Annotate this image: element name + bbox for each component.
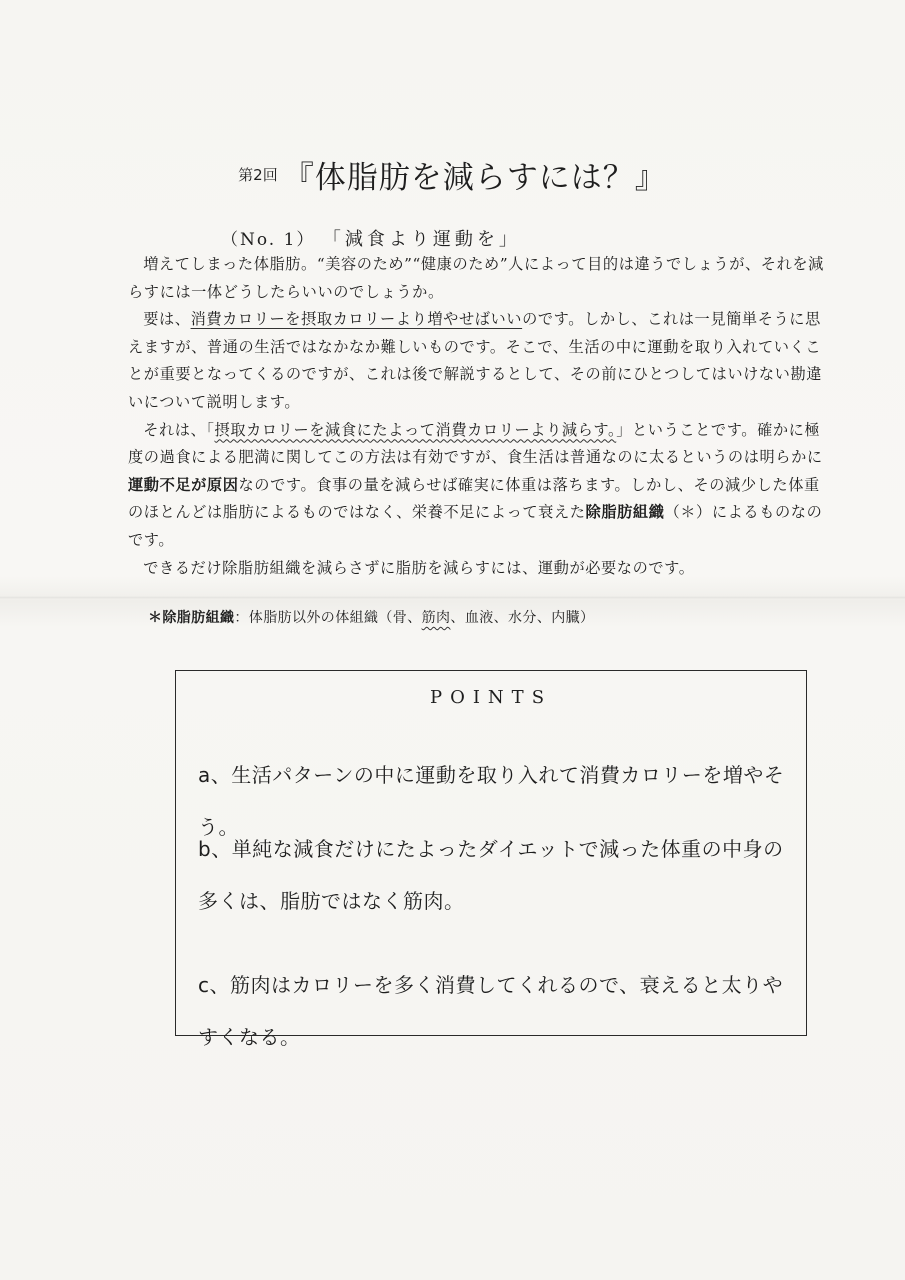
subtitle-heading: 「減食より運動を」 [322,229,521,250]
point-a: a、生活パターンの中に運動を取り入れて消費カロリーを増やそう。 [198,763,785,839]
title-round: 第2回 [238,166,278,184]
subtitle-number: （No. 1） [221,230,316,250]
footnote-label: ＊除脂肪組織 [148,610,235,626]
p3-post: （＊）によるものなのです。 [128,503,823,549]
fold-line [0,596,905,599]
footnote-wavy: 筋肉 [421,610,451,626]
p2-key-phrase: 消費カロリーを摂取カロリーより増やせばいい [190,310,523,329]
section-subtitle [221,225,521,251]
title-main: 『体脂肪を減らすには？』 [282,160,667,196]
footnote [148,607,594,627]
p2-post: のです。しかし、これは一見簡単そうに思えますが、普通の生活ではなかなか難しいものです。そこで、生活の中に運動を取り入れていくことが重要となってくるのですが、これは後で解説するとして、その前にひとつしてはいけない勘違いについて説明します。 [128,310,823,411]
p3-key-phrase: 摂取カロリーを減食にたよって消費カロリーより減らす。 [214,420,617,439]
paragraph-3 [128,417,828,555]
paragraph-2 [128,306,828,416]
page-title [0,152,905,197]
point-c: c、筋肉はカロリーを多く消費してくれるので、衰えると太りやすくなる。 [198,973,784,1049]
p3-mid1: 」ということです。確かに極度の過食による肥満に関してこの方法は有効ですが、食生活は普通なのに太るというのは明らかに [128,420,823,467]
point-b: b、単純な減食だけにたよったダイエットで減った体重の中身の多くは、脂肪ではなく筋肉。 [198,837,784,913]
points-box [175,670,807,1049]
p3-pre: それは、「 [143,420,215,439]
points-heading: POINTS [429,687,553,708]
body-text [128,251,828,582]
footnote-pre: ：体脂肪以外の体組織（骨、 [234,610,422,626]
p3-bold-cause: 運動不足が原因 [128,475,239,494]
footnote-post: 、血液、水分、内臓） [450,610,595,626]
paragraph-1: 増えてしまった体脂肪。“美容のため”“健康のため”人によって目的は違うでしょうが、それを減らすには一体どうしたらいいのでしょうか。 [128,255,824,301]
p3-bold-tissue: 除脂肪組織 [585,503,665,522]
paragraph-4: できるだけ除脂肪組織を減らさずに脂肪を減らすには、運動が必要なのです。 [143,558,695,577]
p3-mid2: なのです。食事の量を減らせば確実に体重は落ちます。しかし、その減少した体重のほとんどは脂肪によるものではなく、栄養不足によって衰えた [128,475,820,522]
p2-pre: 要は、 [143,310,191,329]
